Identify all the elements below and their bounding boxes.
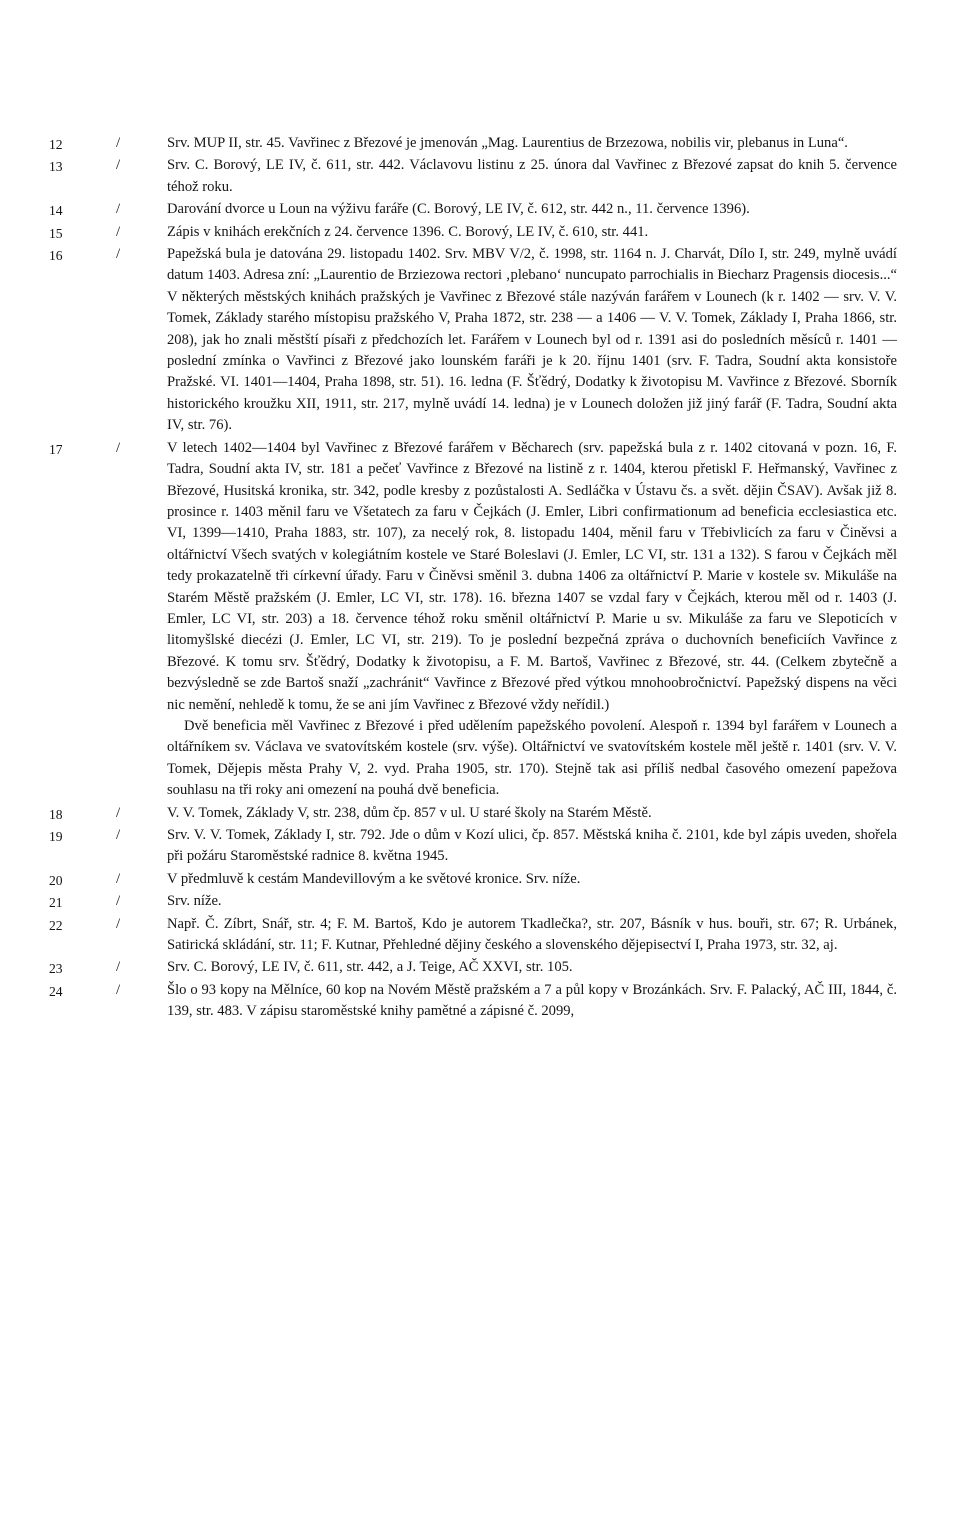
footnote-number: 14	[49, 203, 63, 219]
footnote-separator: /	[116, 827, 121, 843]
footnote	[0, 914, 960, 957]
footnote-text	[167, 438, 897, 802]
footnote-paragraph: Srv. níže.	[167, 893, 222, 910]
footnote-number: 21	[49, 895, 63, 911]
footnote-separator: /	[116, 135, 121, 151]
footnote	[0, 199, 960, 220]
footnote-text	[167, 803, 897, 824]
footnote-text	[167, 869, 897, 890]
footnote-separator: /	[116, 804, 121, 821]
footnotes-list	[0, 133, 960, 1024]
footnote-text	[167, 155, 897, 198]
footnote-text	[167, 891, 897, 912]
footnote-paragraph: Např. Č. Zíbrt, Snář, str. 4; F. M. Bartoš, Kdo je autorem Tkadlečka?, str. 207, Básník v hus. bouři, str. 67; R. Urbánek, Satirická skládání, str. 11; F. Kutnar, Přehledné dějiny českého a slovenského dějepisectví I, Praha 1973, str. 32, aj.	[167, 915, 897, 954]
footnote-number: 12	[49, 137, 63, 152]
footnote-separator: /	[116, 959, 121, 976]
footnote	[0, 222, 960, 243]
footnote-text	[167, 133, 897, 154]
footnote-paragraph: Srv. C. Borový, LE IV, č. 611, str. 442, a J. Teige, AČ XXVI, str. 105.	[167, 959, 573, 976]
footnote	[0, 244, 960, 437]
footnote-paragraph: Dvě beneficia měl Vavřinec z Březové i před udělením papežského povolení. Alespoň r. 1394 byl farářem v Lounech a oltářníkem sv. Václava ve svatovítském kostele (srv. výše). Oltářnictví ve svatovítském kostele měl ještě r. 1401 (srv. V. V. Tomek, Dějepis města Prahy V, 2. vyd. Praha 1905, str. 170). Stejně tak asi příliš nedbal časového omezení papežova souhlasu na tři roky ani omezení na pouhá dvě beneficia.	[167, 717, 897, 799]
footnote-text	[167, 980, 897, 1023]
footnote-paragraph: Srv. MUP II, str. 45. Vavřinec z Březové je jmenován „Mag. Laurentius de Brzezowa, nobilis vir, plebanus in Luna“.	[167, 135, 848, 151]
footnote-number: 23	[49, 961, 63, 977]
footnote-separator: /	[116, 915, 121, 932]
footnote-separator: /	[116, 157, 121, 174]
footnote-paragraph: Zápis v knihách erekčních z 24. července 1396. C. Borový, LE IV, č. 610, str. 441.	[167, 223, 649, 240]
footnote-paragraph: V předmluvě k cestám Mandevillovým a ke světové kronice. Srv. níže.	[167, 870, 581, 887]
footnote	[0, 155, 960, 198]
footnote-text	[167, 825, 897, 868]
footnote-number: 13	[49, 159, 63, 175]
footnote-paragraph: Papežská bula je datována 29. listopadu 1402. Srv. MBV V/2, č. 1998, str. 1164 n. J. Charvát, Dílo I, str. 249, mylně uvádí datum 1403. Adresa zní: „Laurentio de Brziezowa rectori ‚plebano‘ nuncupato parrochialis in Biecharz Pragensis diocesis...“ V některých městských knihách pražských je Vavřinec z Březové stále nazýván farářem v Lounech (k r. 1402 — srv. V. V. Tomek, Základy starého místopisu pražského V, Praha 1872, str. 238 — a 1406 — V. V. Tomek, Základy I, Praha 1866, str. 208), jak ho znali městští písaři z předchozích let. Farářem v Lounech byl od r. 1391 asi do posledních měsíců r. 1401 — poslední zmínka o Vavřinci z Březové jako lounském faráři je k 20. říjnu 1401 (srv. F. Tadra, Soudní akta konsistoře Pražské. VI. 1401—1404, Praha 1898, str. 51). 16. ledna (F. Šťědrý, Dodatky k životopisu M. Vavřince z Březové. Sborník historického kroužku XII, 1911, str. 217, mylně uvádí 14. ledna) je v Lounech doložen již jiný farář (F. Tadra, Soudní akta IV, str. 76).	[167, 246, 897, 434]
footnote-separator: /	[116, 981, 121, 998]
footnote-number: 15	[49, 225, 63, 241]
footnote-paragraph: Srv. V. V. Tomek, Základy I, str. 792. Jde o dům v Kozí ulici, čp. 857. Městská kniha č. 2101, kde byl zápis uveden, shořela při požáru Staroměstské radnice 8. května 1945.	[167, 827, 897, 865]
footnote-separator: /	[116, 870, 121, 887]
footnote	[0, 957, 960, 978]
footnote-text	[167, 222, 897, 243]
footnote-separator: /	[116, 223, 121, 240]
footnote-text	[167, 244, 897, 437]
footnote-paragraph: Darování dvorce u Loun na výživu faráře (C. Borový, LE IV, č. 612, str. 442 n., 11. července 1396).	[167, 201, 750, 218]
footnote-number: 16	[49, 248, 63, 264]
footnote-paragraph: Srv. C. Borový, LE IV, č. 611, str. 442. Václavovu listinu z 25. února dal Vavřinec z Březové zapsat do knih 5. července téhož roku.	[167, 157, 897, 195]
footnote-number: 18	[49, 806, 63, 822]
footnote-separator: /	[116, 893, 121, 910]
footnote	[0, 133, 960, 154]
footnote-number: 24	[49, 983, 63, 999]
footnote	[0, 825, 960, 868]
footnote	[0, 980, 960, 1023]
footnote-text	[167, 914, 897, 957]
footnote-paragraph: V. V. Tomek, Základy V, str. 238, dům čp. 857 v ul. U staré školy na Starém Městě.	[167, 804, 652, 821]
footnote-number: 19	[49, 829, 63, 844]
footnote	[0, 803, 960, 824]
footnote	[0, 438, 960, 802]
footnote-paragraph: Šlo o 93 kopy na Mělníce, 60 kop na Novém Městě pražském a 7 a půl kopy v Brozánkách. Srv. F. Palacký, AČ III, 1844, č. 139, str. 483. V zápisu staroměstské knihy pamětné a zápisné č. 2099,	[167, 981, 897, 1020]
footnote-separator: /	[116, 201, 121, 218]
footnote-text	[167, 957, 897, 978]
footnote-separator: /	[116, 246, 121, 263]
footnote-number: 17	[49, 441, 63, 457]
footnote	[0, 891, 960, 912]
footnote-paragraph: V letech 1402—1404 byl Vavřinec z Březové farářem v Běcharech (srv. papežská bula z r. 1402 citovaná v pozn. 16, F. Tadra, Soudní akta IV, str. 181 a pečeť Vavřince z Březové na listině z r. 1404, kterou přetiskl F. Heřmanský, Vavřinec z Březové, Husitská kronika, str. 342, podle kresby z pozůstalosti A. Sedláčka v Ústavu čs. a svět. dějin ČSAV). Avšak již 8. prosince r. 1403 měnil faru ve Všetatech za faru v Čejkách (J. Emler, Libri confirmationum ad beneficia ecclesiastica etc. VI, 1399—1410, Praha 1883, str. 107), za necelý rok, 8. listopadu 1404, měnil faru v Třebivlicích za faru v Činěvsi a oltářnictví Všech svatých v kolegiátním kostele ve Staré Boleslavi (J. Emler, LC VI, str. 131 a 132). S farou v Čejkách měl tedy prokazatelně tři církevní úřady. Faru v Činěvsi směnil 3. dubna 1406 za oltářnictví P. Marie v kostele sv. Mikuláše na Starém Městě pražském (J. Emler, LC VI, str. 178). 16. března 1407 se vzdal fary v Čejkách, kterou měl od r. 1403 (J. Emler, LC VI, str. 203) a 18. července téhož roku směnil oltářnictví P. Marie u sv. Mikuláše za faru ve Slepoticích v litomyšlské diecézi (J. Emler, LC VI, str. 219). To je poslední bezpečná zpráva o duchovních beneficiích Vavřince z Březové. K tomu srv. Šťědrý, Dodatky k životopisu, a F. M. Bartoš, Vavřinec z Březové, str. 44. (Celkem zbytečně a bezvýsledně se zde Bartoš snaží „zachránit“ Vavřince z Březové před výtkou mnohoobročnictví. Papežský dispens na věci nic nemění, nehledě k tomu, že se ani jím Vavřinec z Březové vždy neřídil.)	[167, 439, 897, 713]
footnote-number: 20	[49, 872, 63, 888]
footnote-text	[167, 199, 897, 220]
footnote	[0, 869, 960, 890]
footnote-separator: /	[116, 439, 121, 456]
footnote-number: 22	[49, 917, 63, 933]
